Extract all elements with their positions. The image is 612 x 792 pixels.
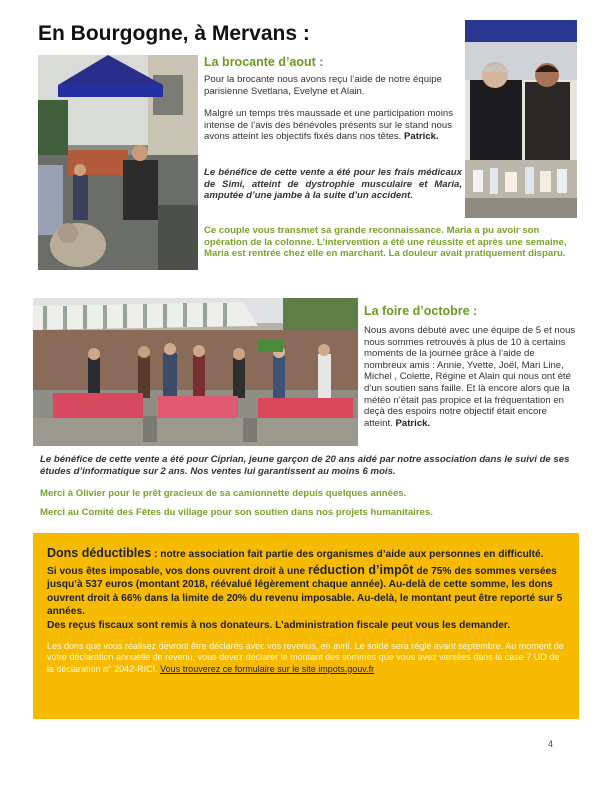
foire-paragraph-2: Le bénéfice de cette vente a été pour Ciprian, jeune garçon de 20 ans aidé par notre association dans le suivi de ses études d’informatique sur 2 ans. Nos ventes lui garantissent au moins 6 mois.: [40, 454, 570, 477]
dons-label: Dons déductibles: [47, 546, 152, 560]
foire-paragraph-1: [364, 325, 576, 429]
brocante-heading: La brocante d’aout :: [204, 55, 324, 69]
dons-declaration: [47, 641, 565, 676]
brocante-paragraph-2-text: Malgré un temps très maussade et une participation moins intense de l’avis des bénévoles présents sur le stand nous avons atteint les objectifs fixés dans nos têtes.: [204, 108, 454, 143]
brocante-paragraph-3: Le bénéfice de cette vente a été pour les frais médicaux de Simi, atteint de dystrophie musculaire et Maria, amputée d’une jambe à la suite d’un accident.: [204, 167, 462, 202]
dons-intro-text: : notre association fait partie des organismes d’aide aux personnes en difficulté.: [151, 549, 544, 560]
foire-paragraph-1-text: Nous avons débuté avec une équipe de 5 et nous nous sommes retrouvés à plus de 10 à certains moments de la journée grâce à l’aide de nombreux amis : Annie, Yvette, Joël, Mari Line, Michel , Colette, Régine et Alain qui nous ont été d’un soutien sans faille. Et là encore alors que la météo n’était pas propice et la fréquentation en deçà des espoirs notre objectif était encore atteint.: [364, 325, 576, 429]
brocante-paragraph-1: Pour la brocante nous avons reçu l’aide de notre équipe parisienne Svetlana, Evelyne et Alain.: [204, 74, 442, 97]
dons-receipts: Des reçus fiscaux sont remis à nos donateurs. L’administration fiscale peut vous les demander.: [47, 619, 511, 631]
foire-photo-market: [33, 298, 358, 446]
dons-declaration-text: Les dons que vous réalisez devront être déclarés avec vos revenus, en avril. Le solde sera réglé avant septembre. Au moment de votre déclaration annuelle de revenu, vous devez déclarer le montant des sommes que vous avez versées dans la case 7 UD de la déclaration n° 2042-RICI.: [47, 640, 564, 674]
page-title: En Bourgogne, à Mervans :: [38, 22, 310, 45]
brocante-photo-volunteers: [465, 20, 577, 218]
dons-reduction-big: réduction d’impôt: [307, 562, 414, 577]
brocante-paragraph-2: [204, 108, 462, 143]
thanks-olivier: Merci à Olivier pour le prêt gracieux de sa camionnette depuis quelques années.: [40, 488, 407, 499]
foire-signature: Patrick.: [395, 417, 431, 429]
dons-reduction: [47, 564, 565, 619]
brocante-photo-stand: [38, 55, 198, 270]
brocante-signature: Patrick.: [404, 131, 439, 143]
brocante-paragraph-4: Ce couple vous transmet sa grande reconnaissance. Maria a pu avoir son opération de la colonne. L’intervention a été une réussite et après une semaine, Maria est rentrée chez elle en marchant. La douleur avait pratiquement disparu.: [204, 225, 567, 260]
dons-reduction-a: Si vous êtes imposable, vos dons ouvrent droit à une: [47, 565, 308, 577]
dons-reduction-b: de 75% des sommes versées jusqu’à 537 euros (montant 2018, réévalué légèrement chaque année). Au-delà de cette somme, les dons ouvrent droit à 66% dans la limite de 20% du revenu imposable. Au-delà, le montant peut être reporté sur 5 années.: [47, 565, 563, 618]
impots-link[interactable]: Vous trouverez ce formulaire sur le site impots.gouv.fr: [160, 663, 375, 674]
foire-heading: La foire d’octobre :: [364, 304, 478, 318]
tax-deduction-box: [33, 533, 579, 719]
page-number: 4: [548, 739, 554, 749]
dons-intro: [47, 547, 565, 562]
thanks-comite: Merci au Comité des Fêtes du village pour son soutien dans nos projets humanitaires.: [40, 507, 433, 518]
